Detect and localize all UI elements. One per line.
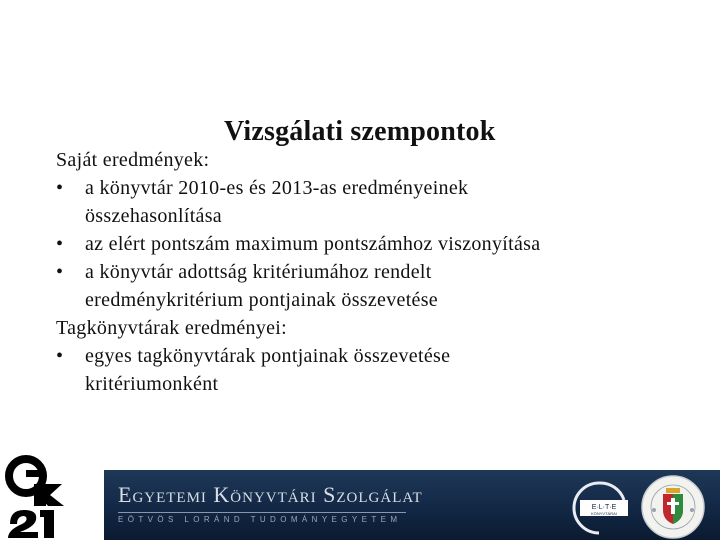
bullet-text-line: a könyvtár 2010-es és 2013-as eredményeinek [85, 177, 469, 199]
bullet-item [56, 230, 696, 258]
ek21-logo [4, 454, 98, 538]
library-service-banner [104, 470, 720, 540]
bullet-text-line: összehasonlítása [85, 205, 222, 227]
bullet-text-line: a könyvtár adottság kritériumához rendelt [85, 261, 432, 283]
footer [0, 452, 720, 540]
bullet-text-line: eredménykritérium pontjainak összevetése [85, 289, 438, 311]
banner-divider [118, 512, 406, 513]
elte-logo-text: E·L·T·E [591, 504, 617, 511]
section-heading-member-libraries: Tagkönyvtárak eredményei: [56, 317, 288, 339]
bullet-text-line: kritériumonként [85, 373, 219, 395]
bullet-text-line: egyes tagkönyvtárak pontjainak összevetése [85, 345, 451, 367]
bullet-dot: • [56, 177, 64, 199]
section-heading-own-results: Saját eredmények: [56, 149, 210, 171]
banner-subtitle: EÖTVÖS LORÁND TUDOMÁNYEGYETEM [118, 515, 402, 524]
elte-logo-subtext: KÖNYVTÁRAI [591, 511, 617, 516]
bullet-text-line: az elért pontszám maximum pontszámhoz viszonyítása [85, 233, 541, 255]
slide-title: Vizsgálati szempontok [224, 116, 496, 147]
bullet-dot: • [56, 345, 64, 367]
bullet-item [56, 342, 696, 398]
elte-library-logo [566, 480, 632, 536]
bullet-item [56, 174, 696, 230]
bullet-dot: • [56, 261, 64, 283]
university-seal-icon [640, 474, 706, 540]
slide-content [56, 146, 696, 398]
bullet-item [56, 258, 696, 314]
banner-title: Egyetemi Könyvtári Szolgálat [118, 482, 423, 507]
bullet-dot: • [56, 233, 64, 255]
